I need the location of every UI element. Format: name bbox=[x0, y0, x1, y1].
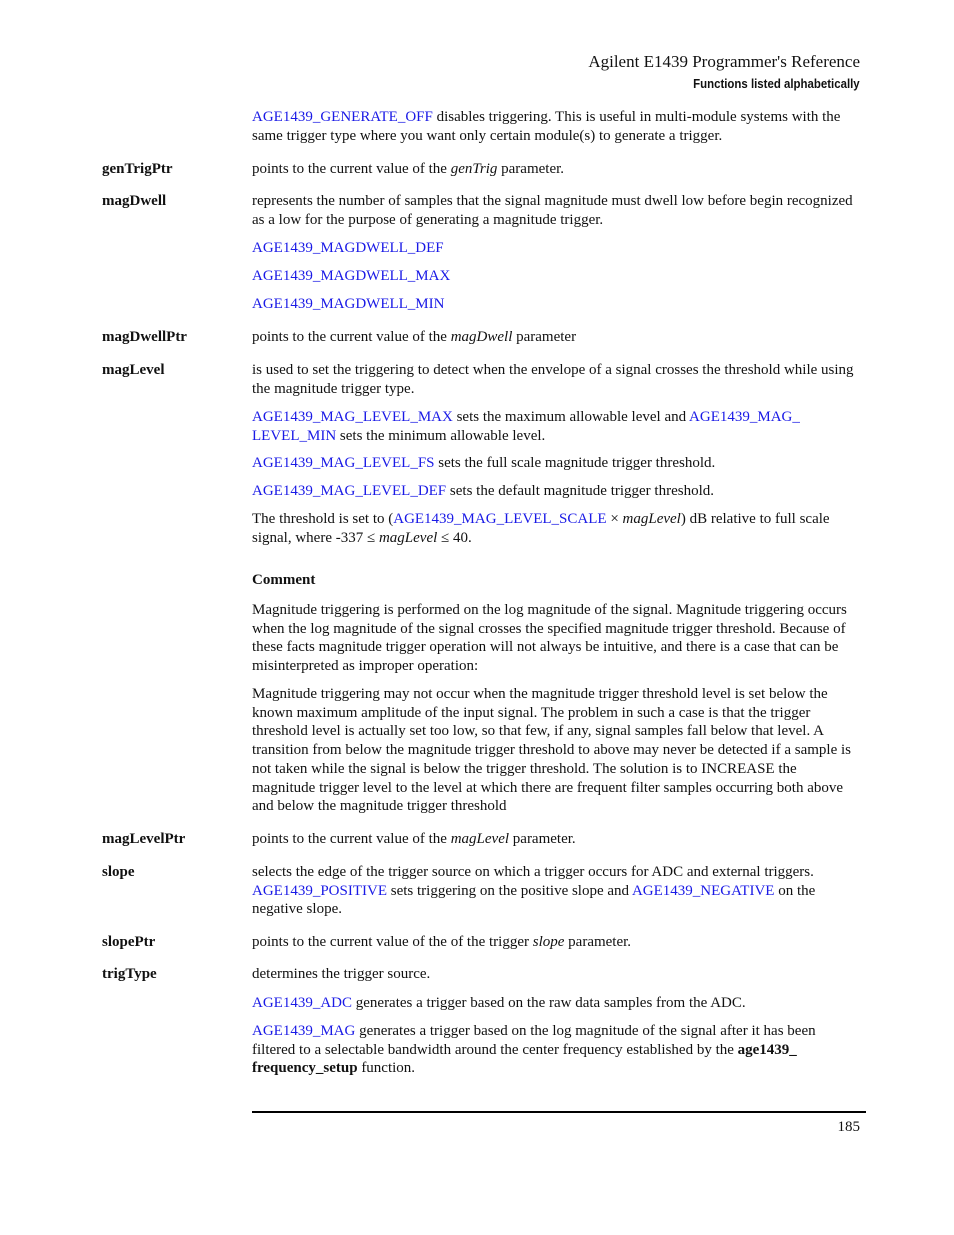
maglevel-max-min-paragraph bbox=[252, 408, 862, 445]
slopeptr-description bbox=[252, 933, 862, 952]
slope-description bbox=[252, 863, 862, 919]
link-text[interactable]: AGE1439_MAGDWELL_MIN bbox=[252, 296, 445, 312]
term-slopeptr: slopePtr bbox=[102, 934, 156, 950]
magdwell-max-link[interactable] bbox=[252, 267, 862, 286]
mag-link[interactable]: AGE1439_MAG bbox=[252, 1023, 356, 1039]
desc-text: points to the current value of the bbox=[252, 161, 451, 177]
desc-text: sets the maximum allowable level and bbox=[452, 409, 690, 425]
positive-link[interactable]: AGE1439_POSITIVE bbox=[252, 882, 387, 899]
desc-text: points to the current value of the bbox=[252, 329, 451, 345]
function-name: age1439_ frequency_setup bbox=[252, 1041, 797, 1077]
link-text[interactable]: AGE1439_MAGDWELL_DEF bbox=[252, 240, 444, 256]
gentrigptr-description bbox=[252, 160, 862, 179]
term-maglevelptr: magLevelPtr bbox=[102, 831, 186, 847]
desc-text: The threshold is set to ( bbox=[252, 511, 394, 527]
range-text: ≤ 40. bbox=[437, 529, 472, 546]
term-slope: slope bbox=[102, 864, 135, 880]
maglevel-scale-link[interactable]: AGE1439_MAG_LEVEL_SCALE bbox=[393, 511, 607, 527]
desc-text: generates a trigger based on the log magnitude of the signal after it has been filtered to a selectable bandwidth around the center frequency established by the bbox=[252, 1023, 816, 1058]
trigtype-description: determines the trigger source. bbox=[252, 966, 431, 982]
param-name: slope bbox=[532, 934, 565, 950]
desc-text: points to the current value of the bbox=[252, 831, 451, 847]
threshold-paragraph bbox=[252, 510, 862, 547]
comment-paragraph-2: Magnitude triggering may not occur when the magnitude trigger threshold level is set below the known maximum amplitude of the input signal. The problem in such a case is that the trigger threshold level is actually set too low, so that few, if any, signal samples fall below that level. A transition from below the magnitude trigger threshold to above may never be detected if a sample is not taken while the signal is below the trigger threshold. The solution is to INCREASE the magnitude trigger level to the level at which there are frequent filter samples occurring both above and below the magnitude trigger threshold bbox=[252, 686, 851, 815]
desc-text: function. bbox=[357, 1060, 416, 1077]
maglevel-fs-paragraph bbox=[252, 454, 862, 473]
maglevel-max-link[interactable]: AGE1439_MAG_LEVEL_MAX bbox=[252, 409, 453, 425]
term-trigtype: trigType bbox=[102, 966, 157, 982]
term-magdwellptr: magDwellPtr bbox=[102, 329, 187, 345]
desc-text: selects the edge of the trigger source on which a trigger occurs for ADC and external triggers. bbox=[252, 864, 814, 880]
generate-off-paragraph bbox=[252, 108, 862, 145]
desc-text: generates a trigger based on the raw data samples from the ADC. bbox=[352, 995, 746, 1011]
link-text[interactable]: AGE1439_MAGDWELL_MAX bbox=[252, 268, 451, 284]
param-name: magLevel bbox=[450, 831, 510, 847]
param-name: magDwell bbox=[450, 329, 513, 345]
footer-rule bbox=[252, 1111, 866, 1113]
term-maglevel: magLevel bbox=[102, 362, 165, 378]
page-number: 185 bbox=[837, 1119, 860, 1135]
desc-text: on the negative slope. bbox=[252, 882, 816, 918]
param-name: magLevel bbox=[622, 511, 681, 527]
desc-text: parameter. bbox=[564, 934, 632, 950]
magdwell-min-link[interactable] bbox=[252, 295, 862, 314]
generate-off-link[interactable]: AGE1439_GENERATE_OFF bbox=[252, 109, 433, 125]
desc-text: parameter bbox=[512, 329, 577, 345]
page-header bbox=[588, 52, 860, 91]
comment-heading: Comment bbox=[252, 572, 316, 588]
maglevel-description: is used to set the triggering to detect when the envelope of a signal crosses the threshold while using the magnitude trigger type. bbox=[252, 362, 854, 397]
desc-text: sets the full scale magnitude trigger threshold. bbox=[434, 455, 716, 471]
range-text: -337 ≤ bbox=[335, 529, 379, 546]
comment-paragraph-1: Magnitude triggering is performed on the log magnitude of the signal. Magnitude triggering occurs when the log magnitude of the signal crosses the specified magnitude trigger threshold. Because of these facts magnitude trigger operation will not always be intuitive, and there is a case that can be misinterpreted as improper operation: bbox=[252, 602, 847, 675]
section-subtitle: Functions listed alphabetically bbox=[693, 76, 860, 91]
maglevelptr-description bbox=[252, 830, 862, 849]
term-gentrigptr: genTrigPtr bbox=[102, 161, 173, 177]
desc-text: ) dB relative to full scale signal, where bbox=[252, 511, 830, 546]
adc-link[interactable]: AGE1439_ADC bbox=[252, 995, 352, 1011]
desc-text: sets the minimum allowable level. bbox=[336, 427, 546, 444]
param-name: genTrig bbox=[450, 161, 498, 177]
negative-link[interactable]: AGE1439_NEGATIVE bbox=[631, 882, 775, 899]
term-magdwell: magDwell bbox=[102, 193, 167, 209]
desc-text: parameter. bbox=[509, 831, 576, 847]
trigtype-mag-paragraph bbox=[252, 1022, 862, 1078]
desc-text: sets triggering on the positive slope and bbox=[387, 882, 632, 899]
trigtype-adc-paragraph bbox=[252, 994, 862, 1013]
desc-text: points to the current value of the of the trigger bbox=[252, 934, 533, 950]
param-name: magLevel bbox=[378, 529, 438, 546]
magdwell-def-link[interactable] bbox=[252, 239, 862, 258]
maglevel-def-paragraph bbox=[252, 482, 862, 501]
maglevel-min-link[interactable]: AGE1439_MAG_ LEVEL_MIN bbox=[252, 409, 800, 444]
generate-off-text: disables triggering. This is useful in multi-module systems with the same trigger type where you want only certain module(s) to generate a trigger. bbox=[252, 109, 841, 144]
times-symbol: × bbox=[606, 511, 623, 527]
magdwellptr-description bbox=[252, 328, 862, 347]
maglevel-def-link[interactable]: AGE1439_MAG_LEVEL_DEF bbox=[252, 483, 447, 499]
desc-text: sets the default magnitude trigger threshold. bbox=[446, 483, 715, 499]
maglevel-fs-link[interactable]: AGE1439_MAG_LEVEL_FS bbox=[252, 455, 435, 471]
desc-text: parameter. bbox=[497, 161, 565, 177]
document-title: Agilent E1439 Programmer's Reference bbox=[588, 52, 860, 71]
magdwell-description: represents the number of samples that the signal magnitude must dwell low before begin recognized as a low for the purpose of generating a magnitude trigger. bbox=[252, 193, 853, 228]
